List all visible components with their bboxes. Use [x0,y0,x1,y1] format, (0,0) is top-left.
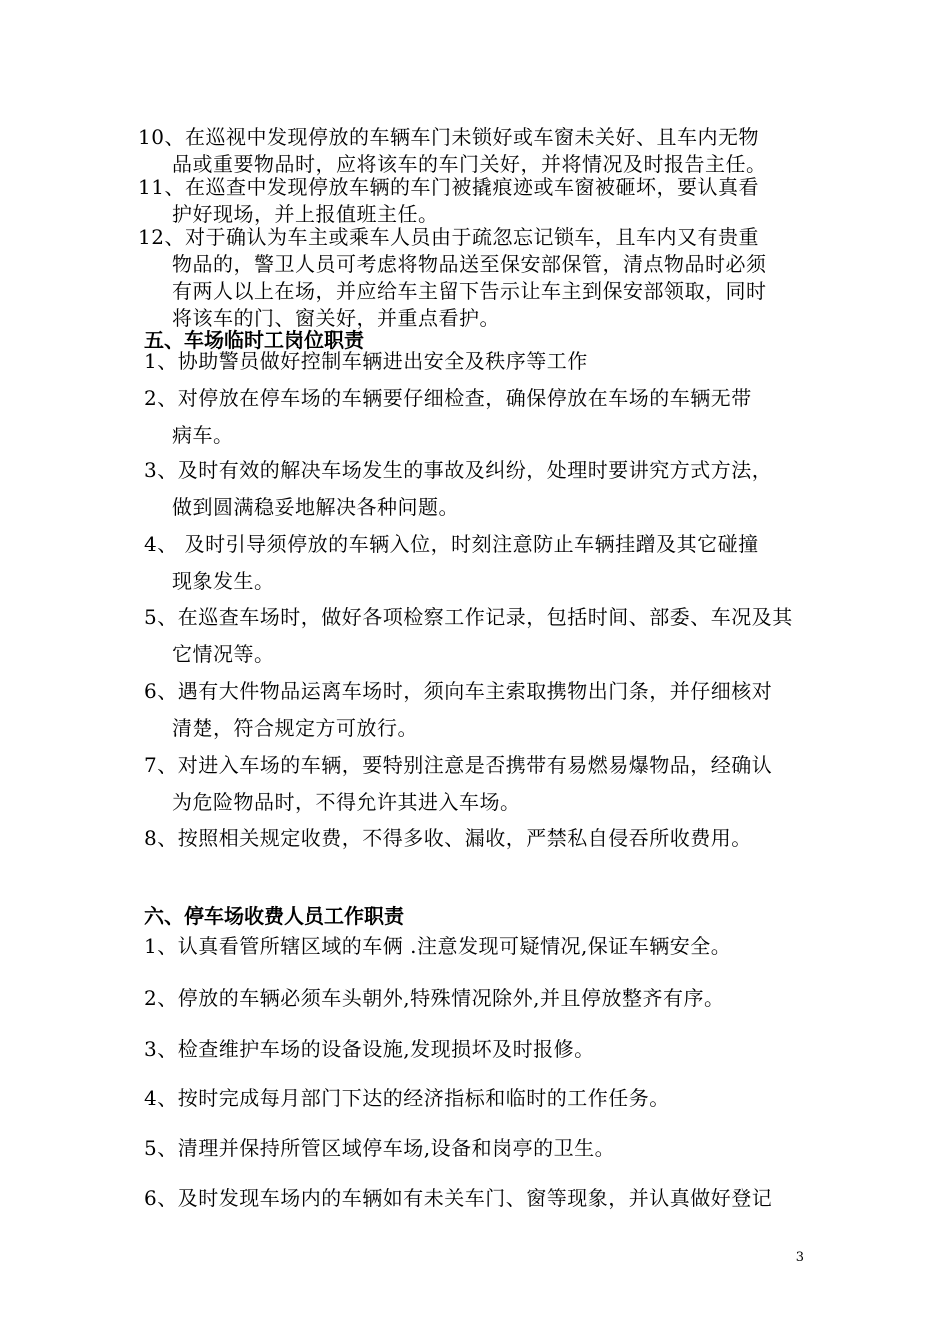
list-item-line: 现象发生。 [172,569,275,593]
list-item: 1、认真看管所辖区域的车俩 .注意发现可疑情况,保证车辆安全。 [144,934,732,958]
list-item-line: 8、按照相关规定收费，不得多收、漏收，严禁私自侵吞所收费用。 [144,826,752,850]
list-item [144,452,772,526]
list-item [144,526,759,600]
list-item [138,124,767,178]
list-item-line: 12、对于确认为车主或乘车人员由于疏忽忘记锁车，且车内又有贵重 [138,225,759,249]
list-item: 4、按时完成每月部门下达的经济指标和临时的工作任务。 [144,1086,670,1110]
list-item-line: 护好现场，并上报值班主任。 [172,202,439,226]
list-item: 5、清理并保持所管区域停车场,设备和岗亭的卫生。 [144,1136,616,1160]
list-item: 3、检查维护车场的设备设施,发现损坏及时报修。 [144,1037,595,1061]
section-heading: 六、停车场收费人员工作职责 [144,904,404,928]
list-item [144,343,588,380]
list-item [144,673,772,747]
page-number: 3 [795,1250,804,1265]
section-heading: 五、车场临时工岗位职责 [144,328,364,352]
list-item-line: 4、 及时引导须停放的车辆入位，时刻注意防止车辆挂蹭及其它碰撞 [144,532,759,556]
list-item-line: 品或重要物品时，应将该车的车门关好，并将情况及时报告主任。 [172,152,767,176]
list-item: 2、停放的车辆必须车头朝外,特殊情况除外,并且停放整齐有序。 [144,986,725,1010]
list-item [138,174,759,228]
list-item [138,224,767,332]
list-item-line: 为危险物品时，不得允许其进入车场。 [172,790,521,814]
list-item-line: 1、协助警员做好控制车辆进出安全及秩序等工作 [144,349,588,373]
list-item [144,820,752,857]
list-item: 6、及时发现车场内的车辆如有未关车门、窗等现象，并认真做好登记 [144,1186,773,1210]
list-item-line: 清楚，符合规定方可放行。 [172,716,418,740]
list-item-line: 将该车的门、窗关好，并重点看护。 [172,306,500,330]
list-item-line: 有两人以上在场，并应给车主留下告示让车主到保安部领取，同时 [172,279,767,303]
list-item-line: 6、遇有大件物品运离车场时，须向车主索取携物出门条，并仔细核对 [144,679,773,703]
list-item-line: 5、在巡查车场时，做好各项检察工作记录，包括时间、部委、车况及其 [144,605,793,629]
list-item-line: 3、及时有效的解决车场发生的事故及纠纷，处理时要讲究方式方法， [144,458,773,482]
list-item [144,599,793,673]
list-item-line: 11、在巡查中发现停放车辆的车门被撬痕迹或车窗被砸坏，要认真看 [138,175,759,199]
list-item-line: 7、对进入车场的车辆，要特别注意是否携带有易燃易爆物品，经确认 [144,753,773,777]
list-item-line: 它情况等。 [172,642,275,666]
list-item-line: 做到圆满稳妥地解决各种问题。 [172,495,459,519]
list-item [144,747,772,821]
list-item-line: 病车。 [172,423,234,447]
list-item-line: 10、在巡视中发现停放的车辆车门未锁好或车窗未关好、且车内无物 [138,125,759,149]
list-item-line: 2、对停放在停车场的车辆要仔细检查，确保停放在车场的车辆无带 [144,386,752,410]
list-item-line: 物品的，警卫人员可考虑将物品送至保安部保管，清点物品时必须 [172,252,767,276]
list-item [144,380,752,454]
